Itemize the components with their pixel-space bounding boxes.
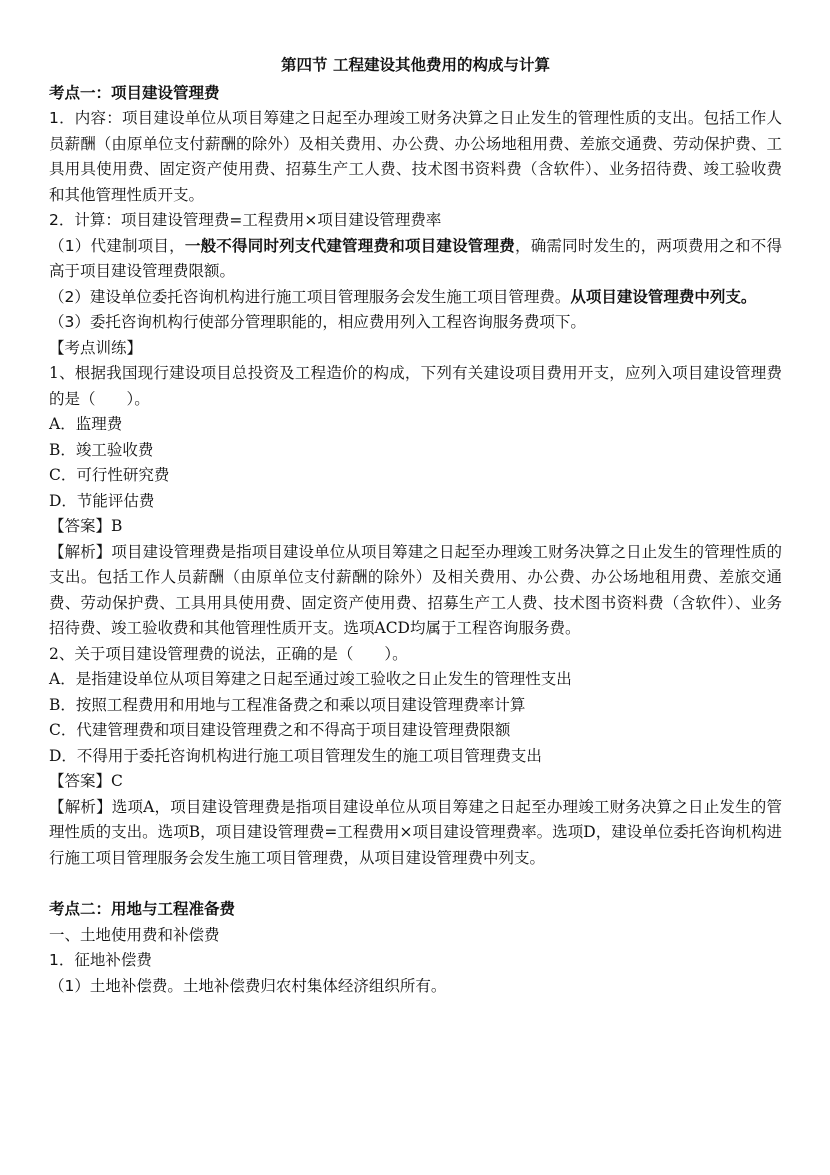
question-1-option-d: D．节能评估费 — [49, 491, 155, 510]
question-2-option-c: C．代建管理费和项目建设管理费之和不得高于项目建设管理费限额 — [49, 721, 511, 739]
calc-paragraph: 2．计算：项目建设管理费=工程费用×项目建设管理费率 — [49, 211, 442, 229]
question-2-option-b: B．按照工程费用和用地与工程准备费之和乘以项目建设管理费率计算 — [49, 695, 526, 714]
point-1-bold: 一般不得同时列支代建管理费和项目建设管理费 — [184, 236, 515, 255]
point-3-paragraph: （3）委托咨询机构行使部分管理职能的，相应费用列入工程咨询服务费项下。 — [49, 313, 586, 331]
section1-heading: 考点一：项目建设管理费 — [49, 83, 220, 102]
section-spacer — [49, 871, 782, 897]
question-1-option-a: A．监理费 — [49, 415, 123, 433]
training-label: 【考点训练】 — [49, 338, 143, 357]
page-title: 第四节 工程建设其他费用的构成与计算 — [281, 56, 550, 74]
question-1-option-b: B．竣工验收费 — [49, 440, 154, 459]
question-2-stem: 2、关于项目建设管理费的说法，正确的是（ ）。 — [49, 644, 408, 663]
section2-heading: 考点二：用地与工程准备费 — [49, 900, 236, 918]
point-1-text-a: （1）代建制项目， — [49, 236, 185, 255]
question-2-option-a: A．是指建设单位从项目筹建之日起至通过竣工验收之日止发生的管理性支出 — [49, 670, 572, 688]
question-1-stem: 1、根据我国现行建设项目总投资及工程造价的构成，下列有关建设项目费用开支，应列入项目建设管理费的是（ ）。 — [49, 364, 782, 408]
question-1-option-c: C．可行性研究费 — [49, 466, 170, 484]
point-2-text-a: （2）建设单位委托咨询机构进行施工项目管理服务会发生施工项目管理费。 — [49, 287, 571, 306]
section2-point-1: （1）土地补偿费。土地补偿费归农村集体经济组织所有。 — [49, 976, 447, 995]
content-paragraph: 1．内容：项目建设单位从项目筹建之日起至办理竣工财务决算之日止发生的管理性质的支出。包括工作人员薪酬（由原单位支付薪酬的除外）及相关费用、办公费、办公场地租用费、差旅交通费、劳动保护费、工具用具使用费、固定资产使用费、招募生产工人费、技术图书资料费（含软件）、业务招待费、竣工验收费和其他管理性质开支。 — [49, 109, 782, 204]
question-2-analysis: 【解析】选项A，项目建设管理费是指项目建设单位从项目筹建之日起至办理竣工财务决算之日止发生的管理性质的支出。选项B，项目建设管理费=工程费用×项目建设管理费率。选项D，建设单位委托咨询机构进行施工项目管理服务会发生施工项目管理费，从项目建设管理费中列支。 — [49, 797, 782, 867]
question-2-option-d: D．不得用于委托咨询机构进行施工项目管理发生的施工项目管理费支出 — [49, 746, 542, 765]
question-2-answer: 【答案】C — [49, 772, 123, 790]
question-1-analysis: 【解析】项目建设管理费是指项目建设单位从项目筹建之日起至办理竣工财务决算之日止发生的管理性质的支出。包括工作人员薪酬（由原单位支付薪酬的除外）及相关费用、办公费、办公场地租用费、差旅交通费、劳动保护费、工具用具使用费、固定资产使用费、招募生产工人费、技术图书资料费（含软件）、业务招待费、竣工验收费和其他管理性质开支。选项ACD均属于工程咨询服务费。 — [49, 542, 782, 637]
point-1-paragraph — [49, 234, 782, 285]
section2-subheading-1: 一、土地使用费和补偿费 — [49, 925, 220, 944]
section2-subheading-2: 1．征地补偿费 — [49, 951, 152, 969]
point-2-bold: 从项目建设管理费中列支。 — [570, 287, 757, 306]
point-2-paragraph — [49, 285, 782, 311]
question-1-answer: 【答案】B — [49, 517, 123, 535]
point-1-text-c: ，确需同时发生的，两项费用之和不得高于项目建设管理费限额。 — [49, 236, 782, 280]
